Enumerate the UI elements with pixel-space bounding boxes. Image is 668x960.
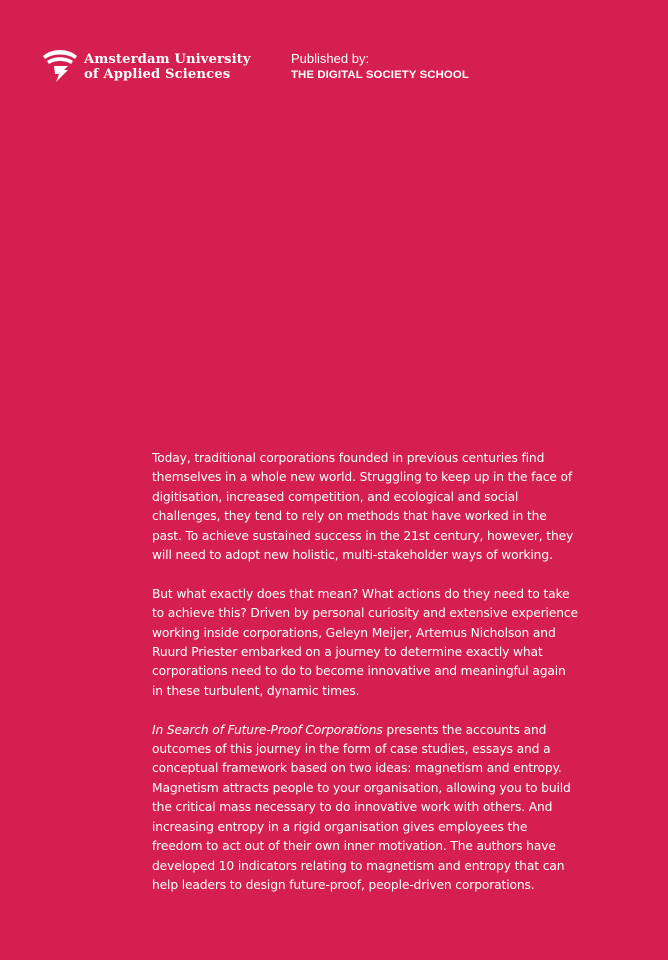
blurb-paragraph-1: Today, traditional corporations founded in previous centuries find themselves in a whole new world. Struggling to keep up in the face of digitisation, increased competition, and ecological and social challenges, they tend to rely on methods that have worked in the past. To achieve sustained success in the 21st century, however, they will need to adopt new holistic, multi-stakeholder ways of working. — [152, 451, 574, 563]
publisher-block — [291, 51, 469, 83]
back-cover-blurb — [152, 449, 580, 895]
institution-name — [84, 52, 251, 82]
blurb-paragraph-2: But what exactly does that mean? What actions do they need to take to achieve this? Driven by personal curiosity and extensive experience working inside corporations, Geleyn Meijer, Artemus Nicholson and Ruurd Priester embarked on a journey to determine exactly what corporations need to do to become innovative and meaningful again in these turbulent, dynamic times. — [152, 586, 578, 698]
blurb-paragraph-3-text: presents the accounts and outcomes of this journey in the form of case studies, essays and a conceptual framework based on two ideas: magnetism and entropy. Magnetism attracts people to your organisation, allowing you to build the critical mass necessary to do innovative work with others. And increasing entropy in a rigid organisation gives employees the freedom to act out of their own inner motivation. The authors have developed 10 indicators relating to magnetism and entropy that can help leaders to design future-proof, people-driven corporations. — [152, 722, 571, 892]
hva-logo-icon — [42, 46, 78, 84]
blurb-paragraph-3 — [152, 721, 580, 896]
institution-logo — [42, 46, 251, 84]
institution-line-1: Amsterdam University — [84, 52, 251, 67]
book-title: In Search of Future-Proof Corporations — [152, 722, 383, 737]
institution-line-2: of Applied Sciences — [84, 67, 231, 82]
published-by-label: Published by: — [291, 51, 370, 66]
header — [42, 44, 642, 88]
publisher-name: THE DIGITAL SOCIETY SCHOOL — [291, 69, 469, 81]
